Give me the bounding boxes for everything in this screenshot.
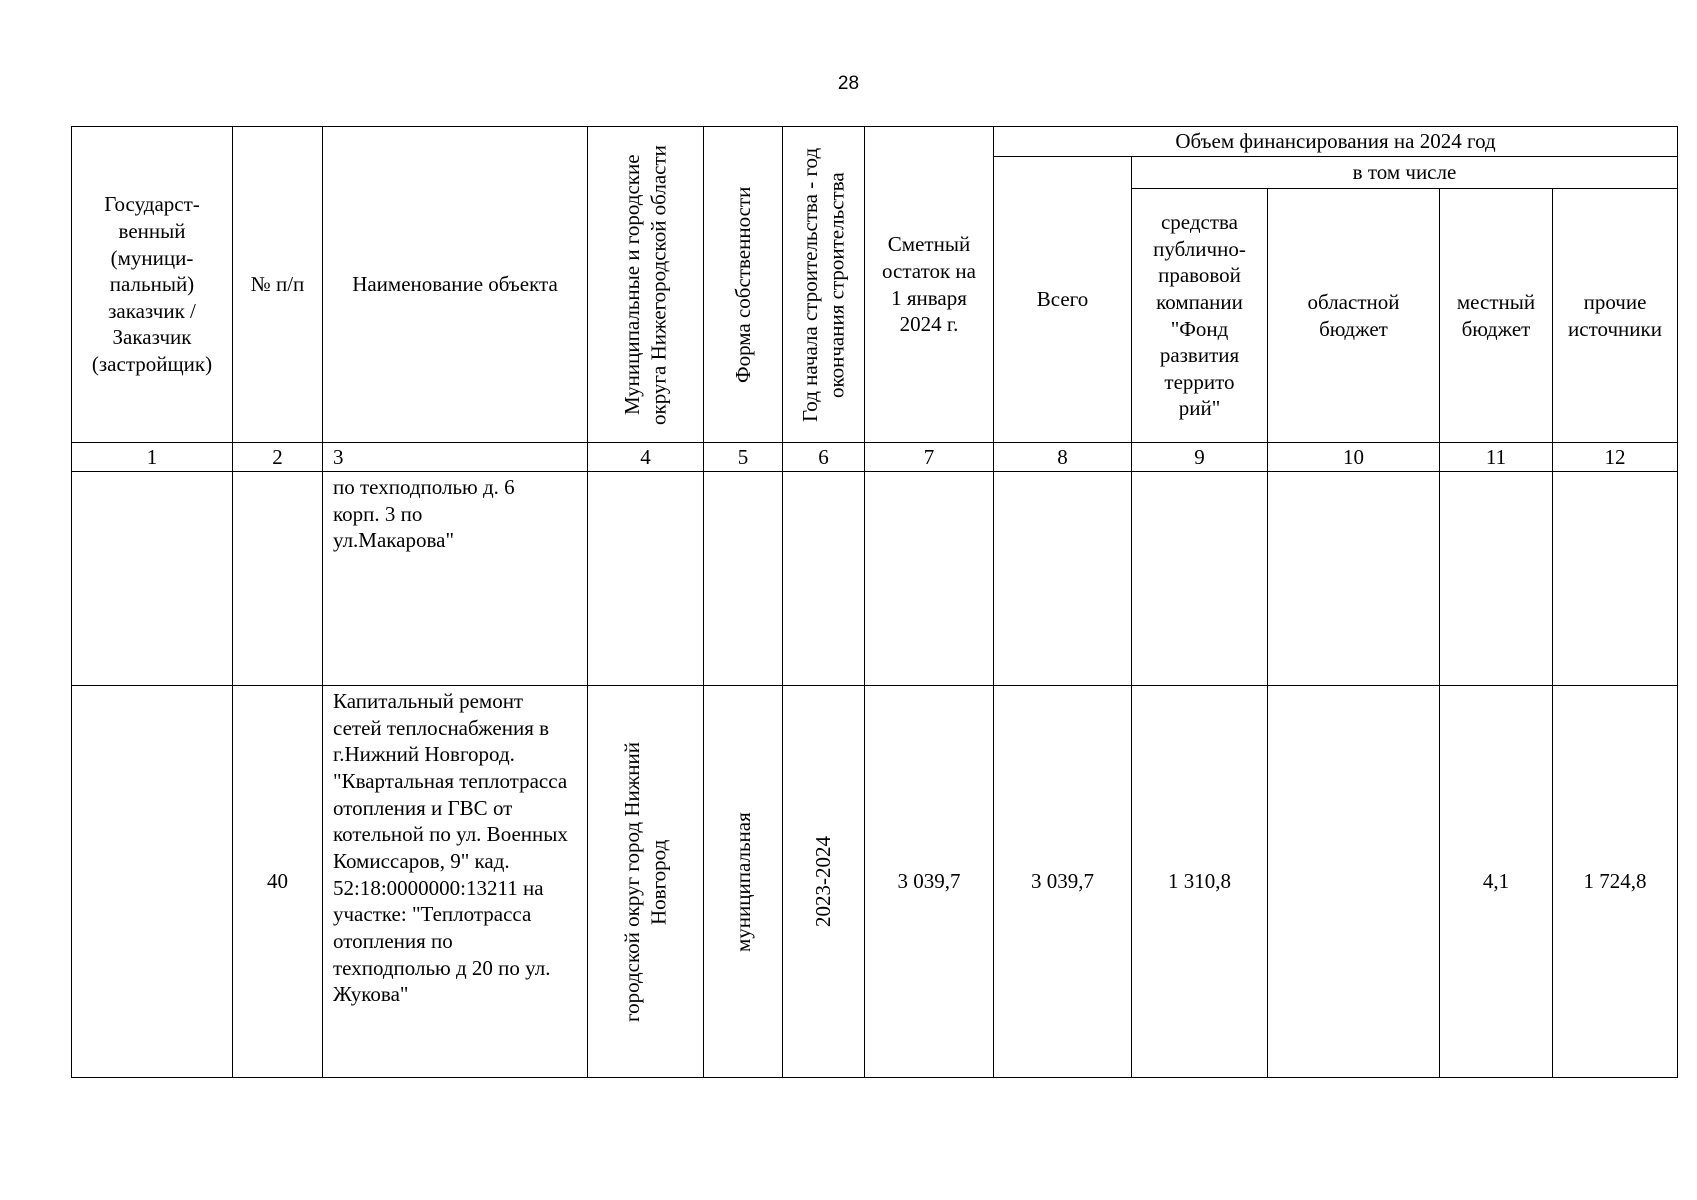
column-number: 11 [1440, 443, 1553, 472]
cell-customer [72, 686, 233, 1078]
cell-object-name: по техподполью д. 6 корп. 3 по ул.Макарова" [323, 472, 588, 686]
cell-ownership: муниципальная [704, 686, 783, 1078]
header-fund: средства публично-правовой компании "Фонд развития террито рий" [1132, 189, 1268, 443]
cell-ownership [704, 472, 783, 686]
cell-regional [1268, 686, 1440, 1078]
page-number: 28 [837, 73, 860, 94]
cell-fund: 1 310,8 [1132, 686, 1268, 1078]
cell-remaining [865, 472, 994, 686]
cell-regional [1268, 472, 1440, 686]
header-row-1 [72, 127, 1678, 157]
column-number: 5 [704, 443, 783, 472]
cell-remaining: 3 039,7 [865, 686, 994, 1078]
column-number: 7 [865, 443, 994, 472]
cell-years: 2023-2024 [783, 686, 865, 1078]
column-number: 2 [233, 443, 323, 472]
cell-other: 1 724,8 [1553, 686, 1678, 1078]
column-number: 3 [323, 443, 588, 472]
cell-fund [1132, 472, 1268, 686]
table-row [72, 472, 1678, 686]
header-financing-title: Объем финансирования на 2024 год [994, 127, 1678, 157]
header-ownership: Форма собственности [704, 127, 783, 443]
cell-number [233, 472, 323, 686]
financing-table [71, 126, 1678, 1078]
cell-total: 3 039,7 [994, 686, 1132, 1078]
header-regional: областной бюджет [1268, 189, 1440, 443]
table-row [72, 686, 1678, 1078]
header-municipality: Муниципальные и городские округа Нижегородской области [588, 127, 704, 443]
header-including: в том числе [1132, 157, 1678, 189]
cell-local: 4,1 [1440, 686, 1553, 1078]
column-number: 1 [72, 443, 233, 472]
cell-other [1553, 472, 1678, 686]
column-number: 4 [588, 443, 704, 472]
cell-municipality: городской округ город Нижний Новгород [588, 686, 704, 1078]
cell-years [783, 472, 865, 686]
cell-municipality [588, 472, 704, 686]
header-customer: Государст-венный (муници-пальный) заказчик / Заказчик (застройщик) [72, 127, 233, 443]
cell-number: 40 [233, 686, 323, 1078]
column-number: 12 [1553, 443, 1678, 472]
column-number: 10 [1268, 443, 1440, 472]
column-numbers-row [72, 443, 1678, 472]
header-local: местный бюджет [1440, 189, 1553, 443]
cell-local [1440, 472, 1553, 686]
header-object-name: Наименование объекта [323, 127, 588, 443]
column-number: 9 [1132, 443, 1268, 472]
header-remaining-estimate: Сметный остаток на 1 января 2024 г. [865, 127, 994, 443]
column-number: 8 [994, 443, 1132, 472]
header-years: Год начала строительства - год окончания строительства [783, 127, 865, 443]
column-number: 6 [783, 443, 865, 472]
cell-object-name: Капитальный ремонт сетей теплоснабжения в г.Нижний Новгород. "Квартальная теплотрасса отопления и ГВС от котельной по ул. Военных Комиссаров, 9" кад. 52:18:0000000:13211 на участке: "Теплотрасса отопления по техподполью д 20 по ул. Жукова" [323, 686, 588, 1078]
cell-customer [72, 472, 233, 686]
header-other: прочие источники [1553, 189, 1678, 443]
cell-total [994, 472, 1132, 686]
header-total: Всего [994, 157, 1132, 443]
header-row-number: № п/п [233, 127, 323, 443]
